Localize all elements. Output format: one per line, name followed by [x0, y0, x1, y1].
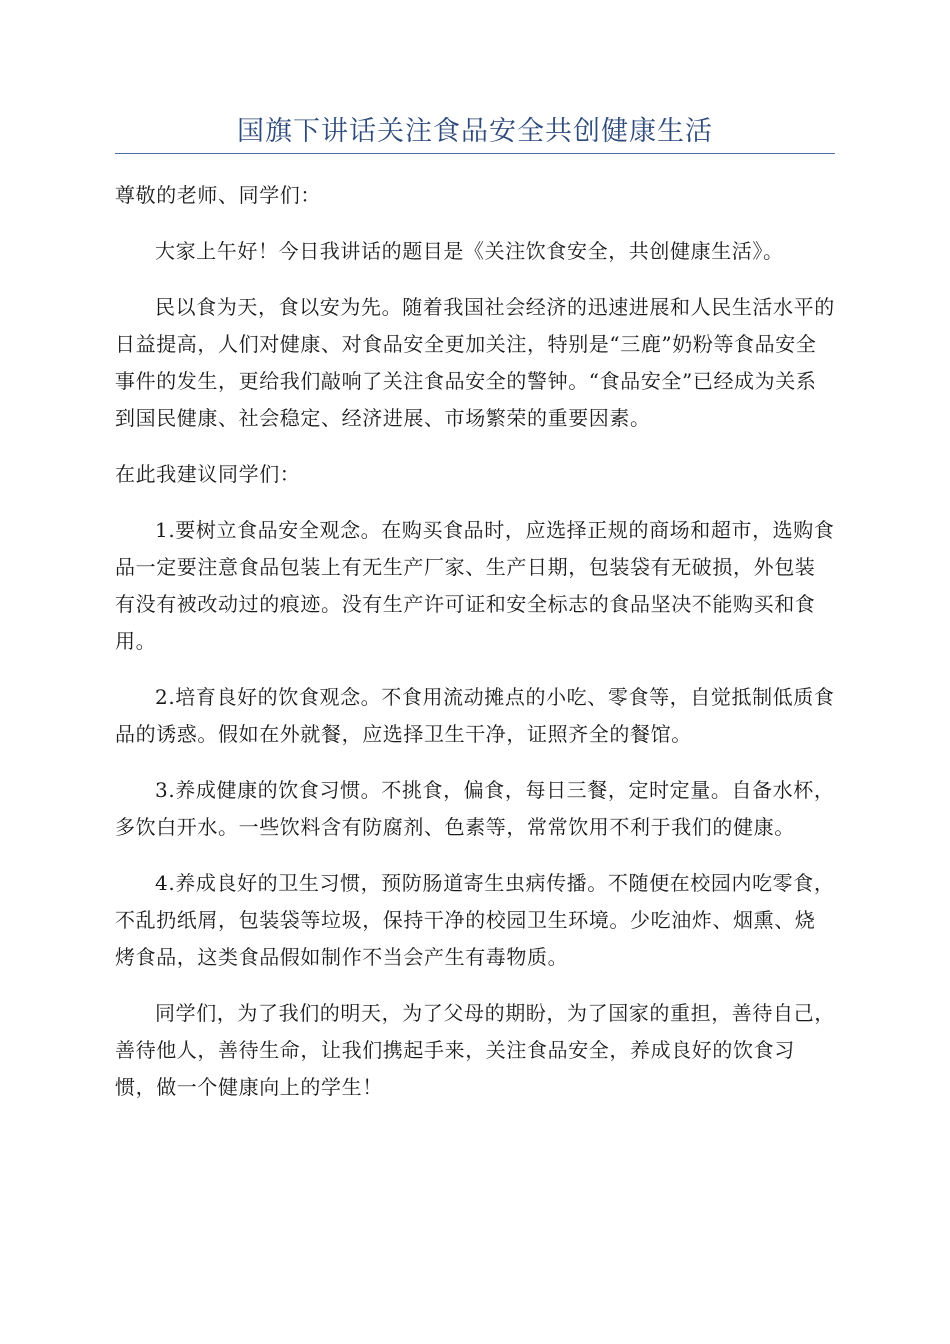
paragraph-background: 民以食为天，食以安为先。随着我国社会经济的迅速进展和人民生活水平的日益提高，人们对健康、对食品安全更加关注，特别是“三鹿”奶粉等食品安全事件的发生，更给我们敲响了关注食品安全的警钟。“食品安全”已经成为关系到国民健康、社会稳定、经济进展、市场繁荣的重要因素。 [115, 295, 835, 430]
greeting: 尊敬的老师、同学们： [115, 183, 321, 207]
document-title: 国旗下讲话关注食品安全共创健康生活 [237, 116, 713, 147]
paragraph-opening: 大家上午好！今日我讲话的题目是《关注饮食安全，共创健康生活》。 [155, 239, 784, 263]
list-item: 1.要树立食品安全观念。在购买食品时，应选择正规的商场和超市，选购食品一定要注意食品包装上有无生产厂家、生产日期，包装袋有无破损，外包装有没有被改动过的痕迹。没有生产许可证和安全标志的食品坚决不能购买和食用。 [115, 518, 835, 653]
document-body [115, 177, 835, 1125]
paragraph-closing: 同学们，为了我们的明天，为了父母的期盼，为了国家的重担，善待自己，善待他人，善待生命，让我们携起手来，关注食品安全，养成良好的饮食习惯，做一个健康向上的学生！ [115, 1001, 835, 1099]
list-item: 3.养成健康的饮食习惯。不挑食，偏食，每日三餐，定时定量。自备水杯，多饮白开水。一些饮料含有防腐剂、色素等，常常饮用不利于我们的健康。 [115, 778, 835, 839]
list-item: 4.养成良好的卫生习惯，预防肠道寄生虫病传播。不随便在校园内吃零食，不乱扔纸屑，包装袋等垃圾，保持干净的校园卫生环境。少吃油炸、烟熏、烧烤食品，这类食品假如制作不当会产生有毒物质。 [115, 871, 835, 969]
paragraph-suggestion-intro: 在此我建议同学们： [115, 462, 301, 486]
title-underline [115, 153, 835, 154]
list-item: 2.培育良好的饮食观念。不食用流动摊点的小吃、零食等，自觉抵制低质食品的诱惑。假如在外就餐，应选择卫生干净，证照齐全的餐馆。 [115, 685, 835, 746]
